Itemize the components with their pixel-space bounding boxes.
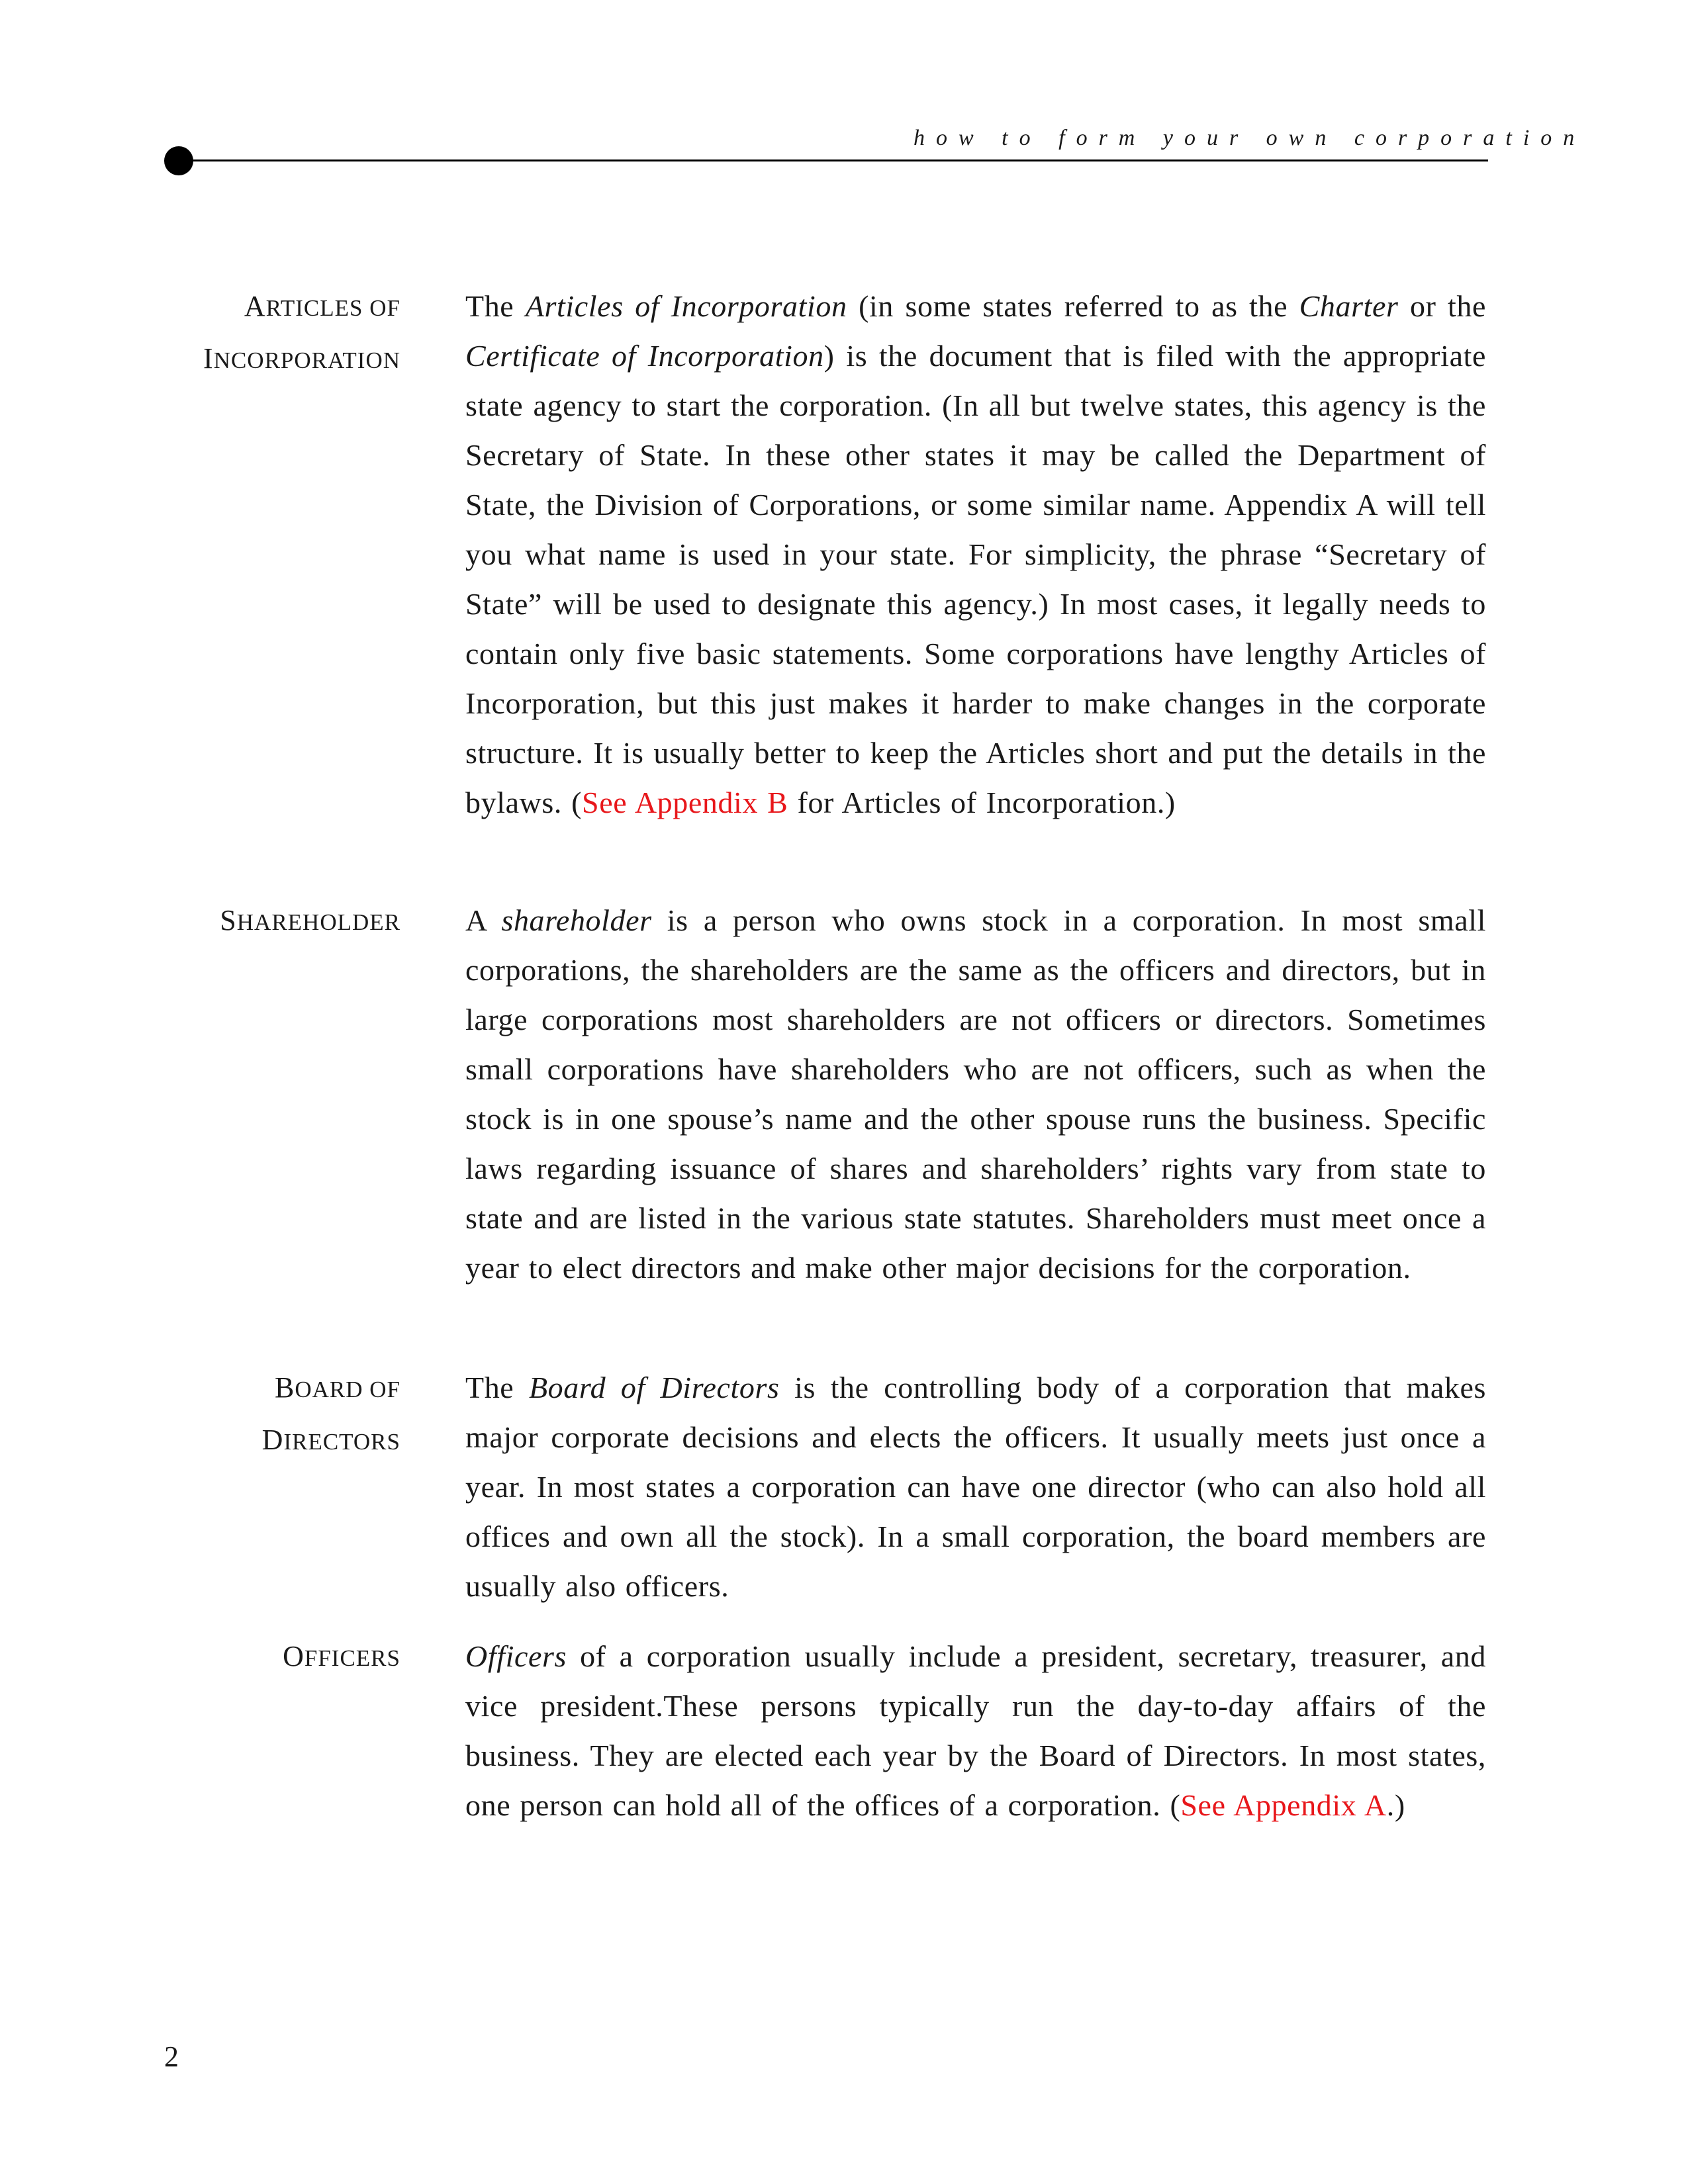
side-label-officers [283, 1631, 400, 1684]
text-run: of a corporation usually include a president, secretary, treasurer, and vice president.These persons typically run the day-to-day affairs of the business. They are elected each year by the Board of Directors. In most states, one person can hold all of the offices of a corporation. ( [465, 1639, 1486, 1822]
running-header: how to form your own corporation [914, 126, 1586, 150]
term-articles-of-incorporation: Articles of Incorporation [525, 289, 847, 323]
text-run: The [465, 1371, 529, 1404]
page-number: 2 [164, 2040, 179, 2073]
see-appendix-b-link[interactable]: See Appendix B [582, 786, 788, 819]
text-run: is a person who owns stock in a corporation. In most small corporations, the shareholders are the same as the officers and directors, but in large corporations most shareholders are not officers or directors. Sometimes small corporations have shareholders who are not officers, such as when the stock is in one spouse’s name and the other spouse runs the business. Specific laws regarding issuance of shares and shareholders’ rights vary from state to state and are listed in the various state statutes. Shareholders must meet once a year to elect directors and make other major decisions for the corporation. [465, 903, 1486, 1285]
text-run: for Articles of Incorporation.) [788, 786, 1176, 819]
articles-paragraph [465, 281, 1486, 827]
text-run: The [465, 289, 526, 323]
term-shareholder: shareholder [501, 903, 652, 937]
side-label-text: FFICERS [304, 1645, 400, 1671]
see-appendix-a-link[interactable]: See Appendix A [1180, 1788, 1387, 1822]
side-label-text: IRECTORS [283, 1429, 400, 1455]
side-label-initial: B [274, 1371, 295, 1404]
shareholder-paragraph [465, 895, 1486, 1293]
header-rule [179, 159, 1488, 161]
side-label-initial: S [220, 904, 237, 936]
side-label-shareholder [220, 895, 400, 948]
side-label-articles-of-incorporation [203, 281, 400, 386]
term-certificate-of-incorporation: Certificate of Incorporation [465, 339, 824, 373]
side-label-board-of-directors [262, 1363, 400, 1467]
side-label-text: OARD OF [295, 1377, 400, 1402]
side-label-initial: D [261, 1424, 284, 1456]
text-run: A [465, 903, 502, 937]
board-paragraph [465, 1363, 1486, 1611]
text-run: or the [1398, 289, 1486, 323]
term-officers: Officers [465, 1639, 567, 1673]
text-run: .) [1386, 1788, 1405, 1822]
term-charter: Charter [1299, 289, 1399, 323]
side-label-text: RTICLES OF [265, 295, 400, 321]
side-label-text: NCORPORATION [213, 347, 400, 373]
side-label-initial: I [203, 342, 214, 375]
term-board-of-directors: Board of Directors [528, 1371, 780, 1404]
text-run: ) is the document that is filed with the appropriate state agency to start the corporation. (In all but twelve states, this agency is the Secretary of State. In these other states it may be called the Department of State, the Division of Corporations, or some similar name. Appendix A will tell you what name is used in your state. For simplicity, the phrase “Secretary of State” will be used to designate this agency.) In most cases, it legally needs to contain only five basic statements. Some corporations have lengthy Articles of Incorporation, but this just makes it harder to make changes in the corporate structure. It is usually better to keep the Articles short and put the details in the bylaws. ( [465, 339, 1486, 819]
side-label-initial: A [244, 290, 266, 322]
side-label-text: HAREHOLDER [236, 909, 400, 935]
text-run: (in some states referred to as the [847, 289, 1299, 323]
officers-paragraph [465, 1631, 1486, 1830]
text-run: is the controlling body of a corporation that makes major corporate decisions and elects the officers. It usually meets just once a year. In most states a corporation can have one director (who can also hold all offices and own all the stock). In a small corporation, the board members are usually also officers. [465, 1371, 1486, 1603]
side-label-initial: O [283, 1640, 305, 1672]
